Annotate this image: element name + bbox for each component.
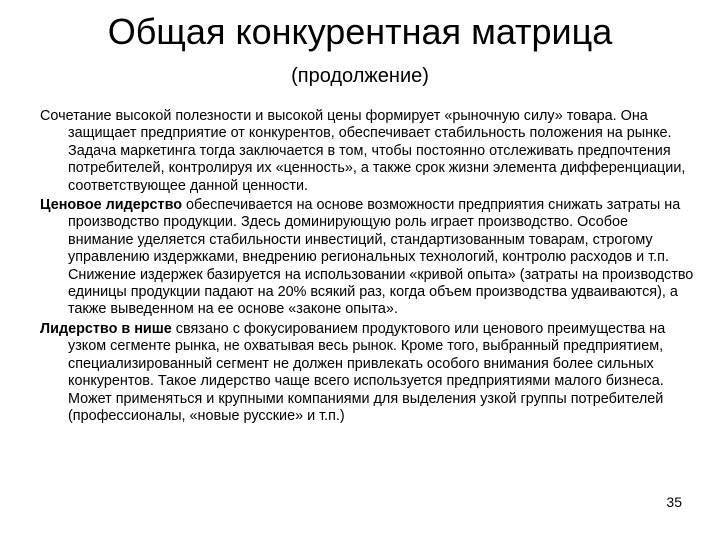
paragraph-niche-leadership	[40, 321, 696, 425]
slide-subtitle: (продолжение)	[291, 65, 429, 87]
slide-title: Общая конкурентная матрица	[107, 11, 613, 52]
paragraph-text: обеспечивается на основе возможности предприятия снижать затраты на производство продукции. Здесь доминирующую роль играет производство. Особое внимание уделяется стабильности инвестиций, стандартизованным товарам, строгому управлению издержками, внедрению региональных технологий, контролю расходов и т.п. Снижение издержек базируется на использовании «кривой опыта» (затраты на производство единицы продукции падают на 20% всякий раз, когда объем производства удваиваются), а также выведенном на ее основе «законе опыта».	[68, 197, 694, 318]
slide-body	[40, 108, 696, 427]
paragraph-market-power	[40, 108, 696, 195]
page-number: 35	[666, 494, 682, 510]
paragraph-lead-term: Ценовое лидерство	[40, 197, 183, 214]
paragraph-price-leadership	[40, 197, 696, 319]
paragraph-lead-term: Лидерство в нише	[40, 320, 172, 337]
paragraph-text: связано с фокусированием продуктового или ценового преимущества на узком сегменте рынка, не охватывая весь рынок. Кроме того, выбранный предприятием, специализированный сегмент не должен привлекать особого внимания более сильных конкурентов. Такое лидерство чаще всего используется предприятиями малого бизнеса. Может применяться и крупными компаниями для выделения узкой группы потребителей (профессионалы, «новые русские» и т.п.)	[68, 320, 666, 424]
paragraph-text: Сочетание высокой полезности и высокой цены формирует «рыночную силу» товара. Она защищает предприятие от конкурентов, обеспечивает стабильность положения на рынке. Задача маркетинга тогда заключается в том, чтобы постоянно отслеживать предпочтения потребителей, контролируя их «ценность», а также срок жизни элемента дифференциации, соответствующее данной ценности.	[40, 108, 686, 194]
